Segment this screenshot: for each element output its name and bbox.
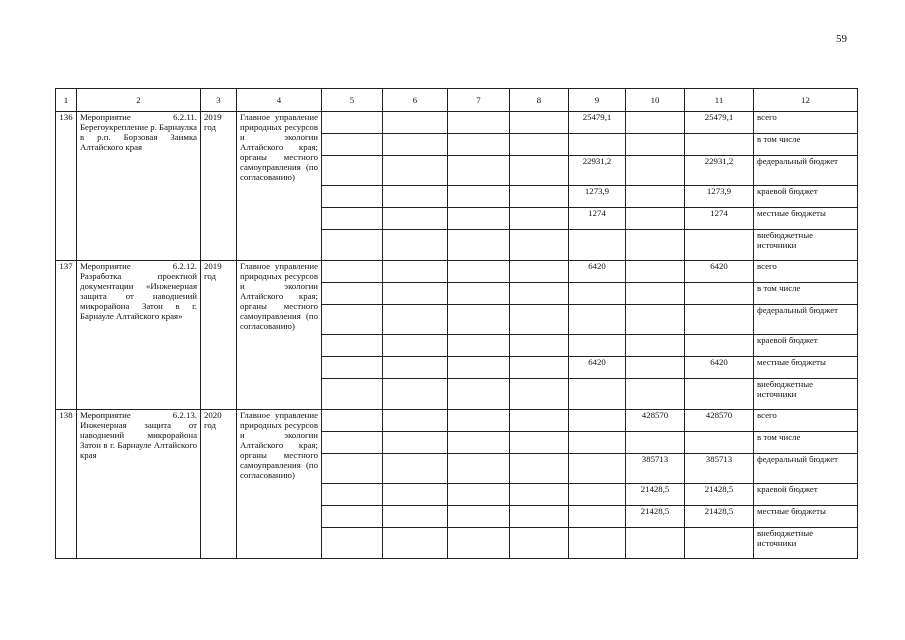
col9-value-cell xyxy=(569,335,626,357)
col8-cell xyxy=(510,335,569,357)
col11-value-cell: 385713 xyxy=(685,454,754,484)
col5-cell xyxy=(322,335,383,357)
col10-value-cell xyxy=(626,283,685,305)
col11-value-cell: 1274 xyxy=(685,208,754,230)
col10-value-cell xyxy=(626,156,685,186)
col10-value-cell xyxy=(626,305,685,335)
col6-cell xyxy=(383,484,448,506)
col11-value-cell: 428570 xyxy=(685,410,754,432)
col9-value-cell xyxy=(569,528,626,559)
funding-source-cell: краевой бюджет xyxy=(754,335,858,357)
col7-cell xyxy=(448,410,510,432)
header-cell: 11 xyxy=(685,89,754,112)
header-cell: 1 xyxy=(56,89,77,112)
funding-source-cell: в том числе xyxy=(754,134,858,156)
col10-value-cell xyxy=(626,357,685,379)
col8-cell xyxy=(510,410,569,432)
funding-source-cell: местные бюджеты xyxy=(754,506,858,528)
col7-cell xyxy=(448,156,510,186)
col6-cell xyxy=(383,134,448,156)
col7-cell xyxy=(448,335,510,357)
col8-cell xyxy=(510,261,569,283)
col11-value-cell: 21428,5 xyxy=(685,484,754,506)
col5-cell xyxy=(322,432,383,454)
col10-value-cell xyxy=(626,134,685,156)
record-number-cell: 138 xyxy=(56,410,77,559)
col11-value-cell xyxy=(685,230,754,261)
col10-value-cell: 428570 xyxy=(626,410,685,432)
page-number: 59 xyxy=(836,33,847,45)
col7-cell xyxy=(448,454,510,484)
col8-cell xyxy=(510,230,569,261)
col5-cell xyxy=(322,410,383,432)
col7-cell xyxy=(448,112,510,134)
col6-cell xyxy=(383,506,448,528)
record-number-cell: 137 xyxy=(56,261,77,410)
col11-value-cell xyxy=(685,528,754,559)
year-cell: 2019 год xyxy=(201,261,237,410)
col5-cell xyxy=(322,230,383,261)
col5-cell xyxy=(322,156,383,186)
header-cell: 4 xyxy=(237,89,322,112)
col8-cell xyxy=(510,484,569,506)
col11-value-cell: 6420 xyxy=(685,261,754,283)
funding-source-cell: в том числе xyxy=(754,283,858,305)
funding-source-cell: в том числе xyxy=(754,432,858,454)
col7-cell xyxy=(448,208,510,230)
col7-cell xyxy=(448,186,510,208)
col6-cell xyxy=(383,261,448,283)
funding-source-cell: краевой бюджет xyxy=(754,484,858,506)
col7-cell xyxy=(448,305,510,335)
funding-source-cell: внебюджетные источники xyxy=(754,379,858,410)
col11-value-cell xyxy=(685,379,754,410)
col5-cell xyxy=(322,112,383,134)
col11-value-cell: 22931,2 xyxy=(685,156,754,186)
col6-cell xyxy=(383,186,448,208)
col11-value-cell xyxy=(685,134,754,156)
col5-cell xyxy=(322,484,383,506)
executor-cell: Главное управление природных ресурсов и экологии Алтайского края; органы местного самоуправления (по согласованию) xyxy=(237,261,322,410)
funding-source-cell: всего xyxy=(754,261,858,283)
col9-value-cell xyxy=(569,305,626,335)
col5-cell xyxy=(322,454,383,484)
col8-cell xyxy=(510,528,569,559)
header-cell: 10 xyxy=(626,89,685,112)
col8-cell xyxy=(510,208,569,230)
col7-cell xyxy=(448,283,510,305)
col5-cell xyxy=(322,186,383,208)
col8-cell xyxy=(510,357,569,379)
year-cell: 2020 год xyxy=(201,410,237,559)
col7-cell xyxy=(448,432,510,454)
col9-value-cell: 1274 xyxy=(569,208,626,230)
col10-value-cell xyxy=(626,432,685,454)
col5-cell xyxy=(322,379,383,410)
col8-cell xyxy=(510,134,569,156)
funding-source-cell: краевой бюджет xyxy=(754,186,858,208)
col11-value-cell xyxy=(685,432,754,454)
col9-value-cell: 1273,9 xyxy=(569,186,626,208)
col6-cell xyxy=(383,305,448,335)
funding-source-cell: внебюджетные источники xyxy=(754,528,858,559)
col10-value-cell: 385713 xyxy=(626,454,685,484)
col8-cell xyxy=(510,506,569,528)
col9-value-cell xyxy=(569,506,626,528)
col6-cell xyxy=(383,156,448,186)
executor-cell: Главное управление природных ресурсов и экологии Алтайского края; органы местного самоуправления (по согласованию) xyxy=(237,112,322,261)
program-activities-table xyxy=(55,88,858,559)
col6-cell xyxy=(383,410,448,432)
col11-value-cell: 21428,5 xyxy=(685,506,754,528)
funding-source-cell: местные бюджеты xyxy=(754,357,858,379)
table-row xyxy=(56,112,858,134)
funding-source-cell: федеральный бюджет xyxy=(754,156,858,186)
col9-value-cell xyxy=(569,283,626,305)
col10-value-cell xyxy=(626,261,685,283)
table-row xyxy=(56,410,858,432)
col9-value-cell xyxy=(569,379,626,410)
table-body xyxy=(56,112,858,559)
col7-cell xyxy=(448,528,510,559)
header-cell: 8 xyxy=(510,89,569,112)
header-cell: 2 xyxy=(77,89,201,112)
col5-cell xyxy=(322,305,383,335)
col10-value-cell xyxy=(626,112,685,134)
col5-cell xyxy=(322,283,383,305)
col8-cell xyxy=(510,305,569,335)
funding-source-cell: федеральный бюджет xyxy=(754,454,858,484)
col9-value-cell xyxy=(569,410,626,432)
col11-value-cell: 6420 xyxy=(685,357,754,379)
header-row xyxy=(56,89,858,112)
col8-cell xyxy=(510,432,569,454)
col9-value-cell: 6420 xyxy=(569,357,626,379)
col7-cell xyxy=(448,379,510,410)
col10-value-cell xyxy=(626,335,685,357)
col6-cell xyxy=(383,528,448,559)
col9-value-cell xyxy=(569,432,626,454)
col5-cell xyxy=(322,506,383,528)
col6-cell xyxy=(383,112,448,134)
activity-name-cell: Мероприятие 6.2.12. Разработка проектной документации «Инженерная защита от наводнений микрорайона Затон в г. Барнауле Алтайского края» xyxy=(77,261,201,410)
funding-source-cell: федеральный бюджет xyxy=(754,305,858,335)
col6-cell xyxy=(383,379,448,410)
col5-cell xyxy=(322,261,383,283)
col5-cell xyxy=(322,357,383,379)
col7-cell xyxy=(448,134,510,156)
col7-cell xyxy=(448,357,510,379)
col7-cell xyxy=(448,506,510,528)
col8-cell xyxy=(510,379,569,410)
col5-cell xyxy=(322,528,383,559)
col10-value-cell xyxy=(626,186,685,208)
col10-value-cell xyxy=(626,528,685,559)
col11-value-cell: 1273,9 xyxy=(685,186,754,208)
col10-value-cell xyxy=(626,379,685,410)
col9-value-cell: 22931,2 xyxy=(569,156,626,186)
col8-cell xyxy=(510,454,569,484)
activity-name-cell: Мероприятие 6.2.13. Инженерная защита от наводнений микрорайона Затон в г. Барнауле Алтайского края xyxy=(77,410,201,559)
col10-value-cell: 21428,5 xyxy=(626,484,685,506)
col10-value-cell xyxy=(626,230,685,261)
header-cell: 7 xyxy=(448,89,510,112)
funding-source-cell: всего xyxy=(754,410,858,432)
header-cell: 12 xyxy=(754,89,858,112)
col9-value-cell xyxy=(569,454,626,484)
table-row xyxy=(56,261,858,283)
header-cell: 6 xyxy=(383,89,448,112)
activity-name-cell: Мероприятие 6.2.11. Берегоукрепление р. Барнаулка в р.п. Борзовая Заимка Алтайского края xyxy=(77,112,201,261)
col9-value-cell xyxy=(569,484,626,506)
col5-cell xyxy=(322,134,383,156)
funding-source-cell: всего xyxy=(754,112,858,134)
header-cell: 5 xyxy=(322,89,383,112)
col11-value-cell xyxy=(685,305,754,335)
header-cell: 3 xyxy=(201,89,237,112)
col6-cell xyxy=(383,208,448,230)
col5-cell xyxy=(322,208,383,230)
col8-cell xyxy=(510,112,569,134)
col10-value-cell: 21428,5 xyxy=(626,506,685,528)
header-cell: 9 xyxy=(569,89,626,112)
col6-cell xyxy=(383,335,448,357)
col6-cell xyxy=(383,283,448,305)
col6-cell xyxy=(383,454,448,484)
col9-value-cell: 25479,1 xyxy=(569,112,626,134)
col8-cell xyxy=(510,283,569,305)
col7-cell xyxy=(448,261,510,283)
col6-cell xyxy=(383,230,448,261)
col7-cell xyxy=(448,484,510,506)
executor-cell: Главное управление природных ресурсов и экологии Алтайского края; органы местного самоуправления (по согласованию) xyxy=(237,410,322,559)
col9-value-cell xyxy=(569,134,626,156)
col8-cell xyxy=(510,156,569,186)
col9-value-cell: 6420 xyxy=(569,261,626,283)
col11-value-cell xyxy=(685,283,754,305)
col7-cell xyxy=(448,230,510,261)
funding-source-cell: местные бюджеты xyxy=(754,208,858,230)
year-cell: 2019 год xyxy=(201,112,237,261)
col10-value-cell xyxy=(626,208,685,230)
col6-cell xyxy=(383,432,448,454)
col6-cell xyxy=(383,357,448,379)
col11-value-cell xyxy=(685,335,754,357)
funding-source-cell: внебюджетные источники xyxy=(754,230,858,261)
col11-value-cell: 25479,1 xyxy=(685,112,754,134)
record-number-cell: 136 xyxy=(56,112,77,261)
col9-value-cell xyxy=(569,230,626,261)
col8-cell xyxy=(510,186,569,208)
